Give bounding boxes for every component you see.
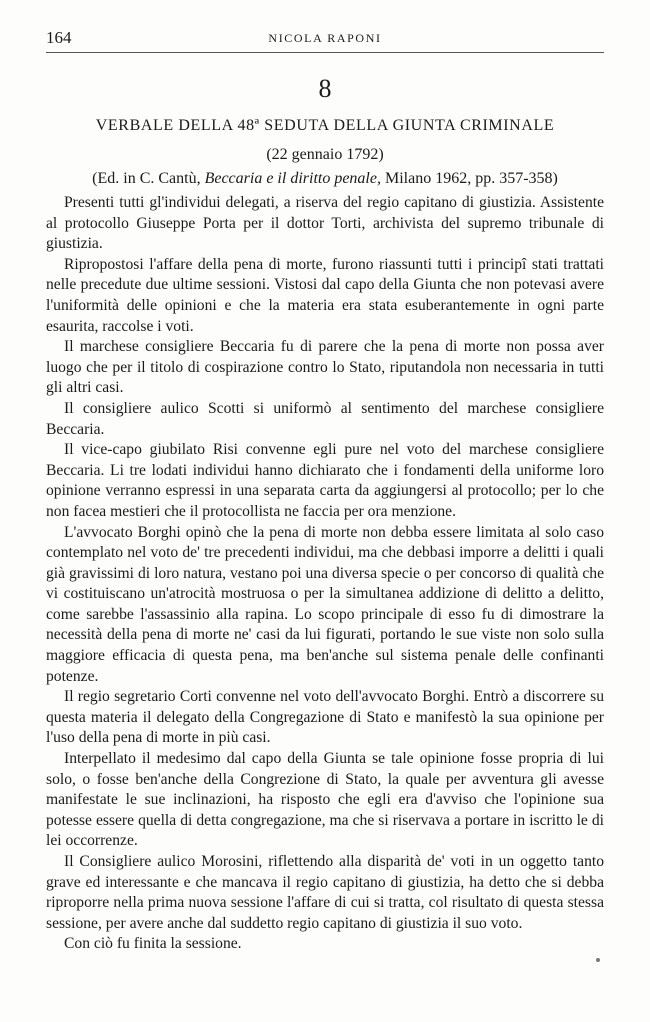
document-date: (22 gennaio 1792) [266, 146, 384, 163]
source-citation [46, 170, 604, 188]
source-prefix: (Ed. in C. Cantù, [92, 170, 205, 187]
page-number: 164 [46, 28, 72, 47]
paragraph: Interpellato il medesimo dal capo della Giunta se tale opinione fosse propria di lui solo, o fosse ben'anche della Congrezione di Stato, la quale per avventura gli avesse manifestate le sue inclinazioni, ha risposto che egli era d'avviso che l'opinione sua potesse essere quella di detta congregazione, ma che si riservava a portare in iscritto le di lei occorrenze. [46, 750, 604, 850]
document-number: 8 [318, 74, 332, 103]
document-title: VERBALE DELLA 48ª SEDUTA DELLA GIUNTA CRIMINALE [95, 117, 555, 134]
paragraph: Con ciò fu finita la sessione. [64, 935, 242, 953]
running-header [46, 28, 604, 53]
paragraph: Presenti tutti gl'individui delegati, a riserva del regio capitano di giustizia. Assistente al protocollo Giuseppe Porta per il dottor Torti, archivista del supremo tribunale di giustizia. [46, 194, 604, 253]
paragraph: Il consigliere aulico Scotti si uniformò al sentimento del marchese consigliere Beccaria. [46, 399, 604, 438]
scan-speck [596, 958, 600, 962]
source-book-title: Beccaria e il diritto penale, [204, 170, 381, 187]
source-suffix: Milano 1962, pp. 357-358) [380, 170, 558, 187]
paragraph: Il Consigliere aulico Morosini, riflettendo alla disparità de' voti in un oggetto tanto grave ed interessante e che mancava il regio capitano di giustizia, ha detto che si debba riproporre nella prima nuova sessione l'affare di cui si tratta, col risultato di questa stessa sessione, per avere anche dal suddetto regio capitano di giustizia il suo voto. [46, 853, 604, 932]
paragraph: L'avvocato Borghi opinò che la pena di morte non debba essere limitata al solo caso contemplato nel voto de' tre precedenti individui, ma che debbasi imporre a delitti i quali già gravissimi di loro natura, vestano poi una diversa specie o per concorso di qualità che vi costituiscano un'atrocità mostruosa o per la simultanea addizione di delitto a delitto, come sarebbe l'assassinio alla rapina. Lo scopo principale di esso fu di dimostrare la necessità della pena di morte ne' casi da lui figurati, portando le sue viste non solo sulla maggiore efficacia di questa pena, ma ben'anche sul sistema penale delle confinanti potenze. [46, 523, 604, 685]
body-text [46, 193, 604, 955]
paragraph: Il vice-capo giubilato Risi convenne egli pure nel voto del marchese consigliere Beccaria. Li tre lodati individui hanno dichiarato che i fondamenti della uniforme loro opinione verranno espressi in una separata carta da aggiungersi al protocollo; per lo che non facea mestieri che il protocollista ne faccia per ora menzione. [46, 441, 604, 520]
running-title: NICOLA RAPONI [268, 31, 382, 45]
paragraph: Il regio segretario Corti convenne nel voto dell'avvocato Borghi. Entrò a discorrere su questa materia il delegato della Congregazione di Stato e manifestò la sua opinione per l'uso della pena di morte in più casi. [46, 688, 604, 747]
paragraph: Ripropostosi l'affare della pena di morte, furono riassunti tutti i principî stati trattati nelle precedute due ultime sessioni. Vistosi dal capo della Giunta che non potevasi avere l'uniformità delle opinioni e che la materia era stata esuberantemente in ogni parte esaurita, raccolse i voti. [46, 255, 604, 335]
paragraph: Il marchese consigliere Beccaria fu di parere che la pena di morte non possa aver luogo che per il titolo di cospirazione contro lo Stato, riputandola non necessaria in tutti gli altri casi. [46, 338, 604, 397]
